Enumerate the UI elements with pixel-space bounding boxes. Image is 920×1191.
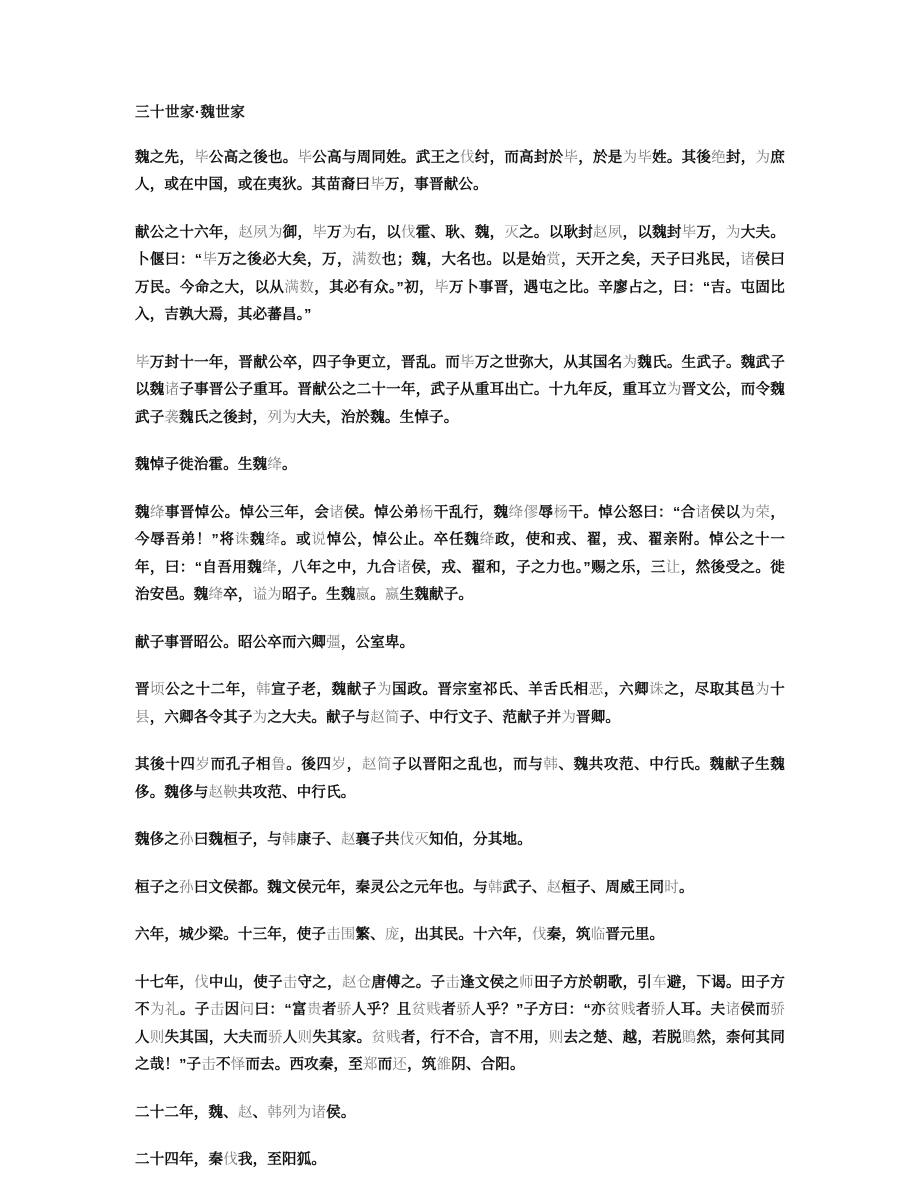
fallback-glyph: 赏 [546,252,562,269]
fallback-glyph: 鵙 [681,1029,697,1046]
fallback-glyph: 绛 [149,504,165,521]
fallback-glyph: 车 [652,974,667,991]
fallback-glyph: 岁 [331,757,347,774]
fallback-glyph: 绛 [265,532,281,549]
fallback-glyph: 骄 [456,1002,472,1019]
fallback-glyph: 韩 [282,832,297,849]
fallback-glyph: 骄 [650,1002,666,1019]
fallback-glyph: 岁 [195,757,211,774]
page-title: 三十世家·魏世家 [135,105,246,121]
fallback-glyph: 贵 [306,1002,322,1019]
fallback-glyph: 击围 [326,927,356,944]
fallback-glyph: 伐 [460,149,475,166]
fallback-glyph: 为礼 [149,1002,180,1019]
fallback-glyph: 为 [341,224,357,241]
fallback-glyph: 则 [297,1029,313,1046]
fallback-glyph: 嬴 [355,587,371,604]
fallback-glyph: 诸 [164,382,180,399]
fallback-glyph: 让 [665,559,681,576]
fallback-glyph: 伐灭 [399,832,430,849]
fallback-glyph: 韩 [256,682,272,699]
fallback-glyph: 诛 [649,682,665,699]
fallback-glyph: 诸 [725,1002,741,1019]
fallback-glyph: 临 [590,927,606,944]
fallback-glyph: 伐 [194,974,209,991]
fallback-glyph: 则 [149,1029,165,1046]
fallback-glyph: 为 [755,682,771,699]
fallback-glyph: 毕 [297,149,313,166]
paragraph: 二十四年，秦伐我，至阳狐。 [135,1152,327,1169]
fallback-glyph: 为 [622,354,638,371]
fallback-glyph: 贫贱 [606,1002,636,1019]
fallback-glyph: 击 [201,1057,216,1074]
fallback-glyph: 怿 [230,1057,246,1074]
fallback-glyph: 为荣 [740,504,771,521]
fallback-glyph: 袭 [164,409,180,426]
fallback-glyph: 毕 [312,224,328,241]
fallback-glyph: 彊 [326,634,341,651]
fallback-glyph: 为 [666,382,682,399]
fallback-glyph: 为 [726,224,741,241]
fallback-glyph: 问 [239,1002,255,1019]
fallback-glyph: 毕 [202,252,218,269]
fallback-glyph: 韩 [487,879,503,896]
document-content [135,103,785,1175]
fallback-glyph: 满数 [284,279,315,296]
fallback-glyph: 诸 [740,252,756,269]
fallback-glyph: 还 [392,1057,408,1074]
paragraph: 献公之十六年，赵夙为御，毕万为右，以伐霍、耿、魏，灭之。以耿封赵夙，以魏封毕万，为大夫。卜偃曰：“毕万之後必大矣，万，满数也；魏，大名也。以是始赏，天开之矣，天子曰兆民，诸侯曰万民。今命之大，以从满数，其必有众。”初，毕万卜事晋，遇屯之比。辛廖占之，曰：“吉。屯固比入，吉孰大焉，其必蕃昌。” [135,224,786,324]
fallback-glyph: 为 [252,709,268,726]
fallback-glyph: 骄 [336,1002,352,1019]
paragraph: 魏绛事晋悼公。悼公三年，会诸侯。悼公弟杨干乱行，魏绛僇辱杨干。悼公怒曰：“合诸侯以为荣，今辱吾弟！”将诛魏绛。或说悼公，悼公止。卒任魏绛政，使和戎、翟，戎、翟亲附。悼公之十一年，曰：“自吾用魏绛，八年之中，九合诸侯，戎、翟和，子之力也。”赐之乐，三让，然後受之。徙治安邑。魏绛卒，谥为昭子。生魏嬴。嬴生魏献子。 [135,504,786,604]
fallback-glyph: 雒 [436,1057,452,1074]
fallback-glyph: 顷 [150,682,166,699]
fallback-glyph: 灭 [504,224,520,241]
fallback-glyph: 孙 [179,832,194,849]
fallback-glyph: 毕 [434,279,450,296]
fallback-glyph: 赵简 [370,709,400,726]
fallback-glyph: 说 [311,532,327,549]
fallback-glyph: 骄 [267,1029,283,1046]
fallback-glyph: 为 [561,709,577,726]
fallback-glyph: 时 [664,879,679,896]
fallback-glyph: 师 [519,974,534,991]
fallback-glyph: 恶 [588,682,604,699]
fallback-glyph: 毕 [194,149,209,166]
fallback-glyph: 庞 [384,927,400,944]
fallback-glyph: 嬴 [384,587,400,604]
fallback-glyph: 伐 [223,1152,238,1169]
fallback-glyph: 毕 [460,354,475,371]
fallback-glyph: 毕 [135,354,150,371]
fallback-glyph: 杨 [553,504,569,521]
fallback-glyph: 韩 [543,757,559,774]
fallback-glyph: 赵仓 [341,974,372,991]
fallback-glyph: 韩列为诸 [267,1104,327,1121]
fallback-glyph: 赵简 [361,757,393,774]
fallback-glyph: 绛 [267,457,283,474]
fallback-glyph: 赵夙 [593,224,623,241]
paragraph: 六年，城少梁。十三年，使子击围繁、庞，出其民。十六年，伐秦，筑临晋元里。 [135,927,665,944]
fallback-glyph: 毕 [681,224,697,241]
paragraph: 魏悼子徙治霍。生魏绛。 [135,457,297,474]
fallback-glyph: 骄 [770,1002,786,1019]
paragraph: 十七年，伐中山，使子击守之，赵仓唐傅之。子击逢文侯之师田子方於朝歌，引车避，下谒。田子方不为礼。子击因问曰：“富贵者骄人乎？且贫贱者骄人乎？”子方曰：“亦贫贱者骄人耳。夫诸侯而骄人则失其国，大夫而骄人则失其家。贫贱者，行不合，言不用，则去之楚、越，若脱鵙然，柰何其同之哉！”子击不怿而去。西攻秦，至郑而还，筑雒阴、合阳。 [135,974,786,1074]
fallback-glyph: 绛 [208,587,224,604]
fallback-glyph: 则 [548,1029,564,1046]
fallback-glyph: 绛僇 [508,504,539,521]
paragraph: 献子事晋昭公。昭公卒而六卿彊，公室卑。 [135,634,415,651]
fallback-glyph: 赵 [340,832,356,849]
fallback-glyph: 诛 [234,532,251,549]
fallback-glyph: 谥为 [252,587,283,604]
fallback-glyph: 击 [445,974,461,991]
fallback-glyph: 孙 [179,879,194,896]
fallback-glyph: 赵 [237,1104,253,1121]
fallback-glyph: 杨 [418,504,434,521]
paragraph: 其後十四岁而孔子相鲁。後四岁，赵简子以晋阳之乱也，而与韩、魏共攻范、中行氏。魏献子生魏侈。魏侈与赵鞅共攻范、中行氏。 [135,757,785,801]
fallback-glyph: 绛 [262,559,278,576]
fallback-glyph: 击 [209,1002,225,1019]
fallback-glyph: 伐 [400,224,416,241]
paragraph: 二十二年，魏、赵、韩列为诸侯。 [135,1104,356,1121]
fallback-glyph: 伐 [531,927,547,944]
fallback-glyph: 赵鞅 [208,784,238,801]
fallback-glyph: 毕 [563,149,579,166]
paragraph: 桓子之孙曰文侯都。魏文侯元年，秦灵公之元年也。与韩武子、赵桓子、周威王同时。 [135,879,694,896]
paragraph: 晋顷公之十二年，韩宣子老，魏献子为国政。晋宗室祁氏、羊舌氏相恶，六卿诛之，尽取其邑为十县，六卿各令其子为之大夫。献子与赵简子、中行文子、范献子并为晋卿。 [135,682,785,726]
fallback-glyph: 县 [135,709,150,726]
fallback-glyph: 为 [755,149,771,166]
fallback-glyph: 击 [282,974,298,991]
fallback-glyph: 贫贱 [411,1002,442,1019]
fallback-glyph: 诸 [329,504,345,521]
fallback-glyph: 诸 [695,504,711,521]
fallback-glyph: 赵 [546,879,562,896]
paragraph: 魏侈之孙曰魏桓子，与韩康子、赵襄子共伐灭知伯，分其地。 [135,832,532,849]
fallback-glyph: 列为 [267,409,297,426]
fallback-glyph: 为毕 [622,149,653,166]
fallback-glyph: 绝 [711,149,726,166]
fallback-glyph: 毕 [370,177,385,194]
fallback-glyph: 诸 [396,559,412,576]
fallback-glyph: 赵夙为 [238,224,283,241]
fallback-glyph: 郑 [362,1057,378,1074]
fallback-glyph: 贫贱 [371,1029,401,1046]
fallback-glyph: 满数 [351,252,382,269]
paragraph: 毕万封十一年，晋献公卒，四子争更立，晋乱。而毕万之世弥大，从其国名为魏氏。生武子。魏武子以魏诸子事晋公子重耳。晋献公之二十一年，武子从重耳出亡。十九年反，重耳立为晋文公，而令魏武子袭魏氏之後封，列为大夫，治於魏。生悼子。 [135,354,786,426]
fallback-glyph: 绛 [479,532,495,549]
paragraph: 魏之先，毕公高之後也。毕公高与周同姓。武王之伐纣，而高封於毕，於是为毕姓。其後绝封，为庶人，或在中国，或在夷狄。其苗裔曰毕万，事晋献公。 [135,149,786,194]
fallback-glyph: 为 [377,682,393,699]
fallback-glyph: 鲁 [271,757,287,774]
